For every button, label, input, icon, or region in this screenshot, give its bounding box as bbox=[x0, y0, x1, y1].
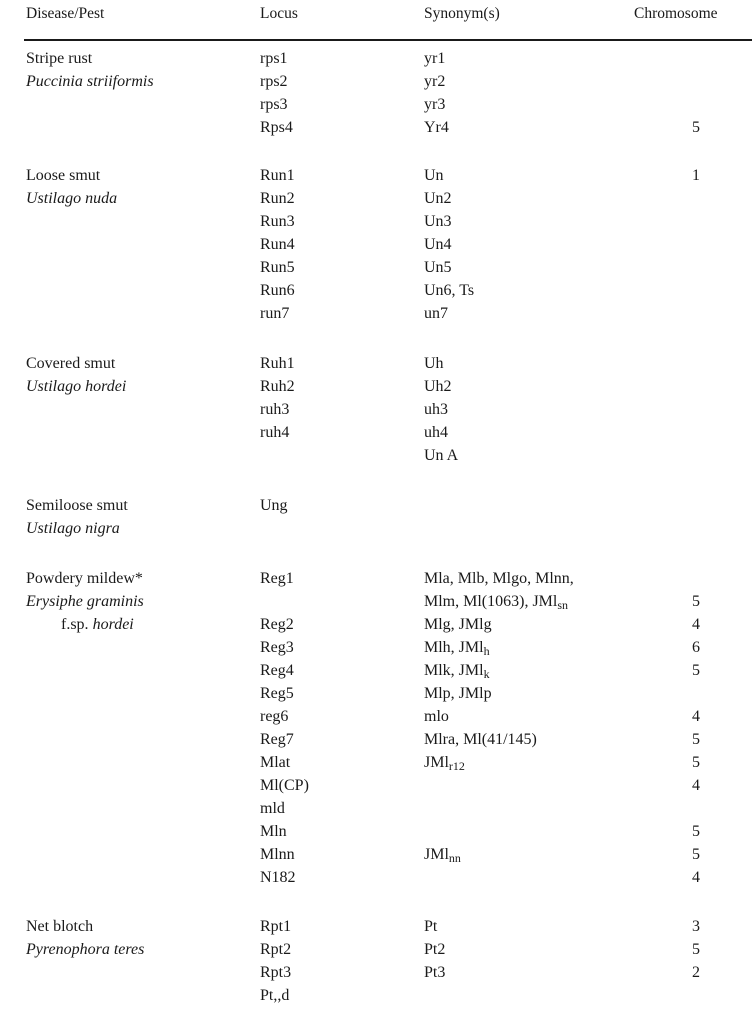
locus-cell: Run1 bbox=[260, 167, 295, 184]
synonym-cell: Un6, Ts bbox=[424, 282, 475, 299]
locus-cell: Rpt1 bbox=[260, 918, 292, 935]
disease-cell: f.sp. hordei bbox=[61, 616, 134, 633]
synonym-cell: Uh2 bbox=[424, 378, 452, 395]
locus-cell: N182 bbox=[260, 869, 296, 886]
locus-cell: rps3 bbox=[260, 96, 288, 113]
synonym-cell: Yr4 bbox=[424, 119, 449, 136]
locus-cell: Mln bbox=[260, 823, 287, 840]
synonym-cell: Un2 bbox=[424, 190, 452, 207]
chromosome-cell: 1 bbox=[692, 167, 700, 184]
chromosome-cell: 4 bbox=[692, 777, 700, 794]
disease-cell: Ustilago hordei bbox=[26, 378, 127, 395]
header-synonyms: Synonym(s) bbox=[424, 5, 500, 22]
synonym-cell: uh3 bbox=[424, 401, 448, 418]
synonym-cell: Mlm, Ml(1063), JMl$_{sn}$ bbox=[424, 593, 569, 612]
disease-cell: Covered smut bbox=[26, 355, 116, 372]
header-rule bbox=[24, 39, 752, 41]
locus-cell: mld bbox=[260, 800, 285, 817]
disease-cell: Powdery mildew* bbox=[26, 570, 143, 587]
synonym-cell: yr3 bbox=[424, 96, 446, 113]
synonym-cell: Mlp, JMlp bbox=[424, 685, 492, 702]
locus-cell: Rpt3 bbox=[260, 964, 292, 981]
chromosome-cell: 4 bbox=[692, 869, 700, 886]
synonym-cell: Un5 bbox=[424, 259, 452, 276]
synonym-cell: Un3 bbox=[424, 213, 452, 230]
header-locus: Locus bbox=[260, 5, 298, 22]
locus-cell: rps1 bbox=[260, 50, 288, 67]
locus-cell: Reg1 bbox=[260, 570, 294, 587]
locus-cell: reg6 bbox=[260, 708, 289, 725]
synonym-cell: un7 bbox=[424, 305, 448, 322]
synonym-cell: yr2 bbox=[424, 73, 446, 90]
synonym-cell: yr1 bbox=[424, 50, 446, 67]
synonym-cell: Mla, Mlb, Mlgo, Mlnn, bbox=[424, 570, 574, 587]
locus-cell: Reg3 bbox=[260, 639, 294, 656]
locus-cell: ruh4 bbox=[260, 424, 290, 441]
chromosome-cell: 5 bbox=[692, 846, 700, 863]
synonym-cell: Un4 bbox=[424, 236, 452, 253]
header-chromosome: Chromosome bbox=[634, 5, 718, 22]
synonym-cell: Mlra, Ml(41/145) bbox=[424, 731, 537, 748]
disease-cell: Net blotch bbox=[26, 918, 94, 935]
chromosome-cell: 5 bbox=[692, 119, 700, 136]
locus-cell: Run4 bbox=[260, 236, 295, 253]
synonym-cell: Uh bbox=[424, 355, 444, 372]
header-disease-pest: Disease/Pest bbox=[26, 5, 105, 22]
locus-cell: rps2 bbox=[260, 73, 288, 90]
locus-cell: Ung bbox=[260, 497, 288, 514]
locus-cell: Reg4 bbox=[260, 662, 294, 679]
locus-cell: ruh3 bbox=[260, 401, 290, 418]
synonym-cell: Un bbox=[424, 167, 444, 184]
locus-cell: Reg5 bbox=[260, 685, 294, 702]
synonym-cell: uh4 bbox=[424, 424, 448, 441]
locus-cell: Ml(CP) bbox=[260, 777, 309, 794]
disease-cell: Ustilago nuda bbox=[26, 190, 118, 207]
locus-cell: Ruh2 bbox=[260, 378, 295, 395]
chromosome-cell: 5 bbox=[692, 754, 700, 771]
synonym-cell: JMl$_{nn}$ bbox=[424, 846, 461, 865]
chromosome-cell: 3 bbox=[692, 918, 700, 935]
locus-cell: Rps4 bbox=[260, 119, 293, 136]
chromosome-cell: 4 bbox=[692, 616, 700, 633]
synonym-cell: Pt2 bbox=[424, 941, 446, 958]
disease-cell: Erysiphe graminis bbox=[26, 593, 144, 610]
synonym-cell: Mlk, JMl$_k$ bbox=[424, 662, 490, 681]
chromosome-cell: 6 bbox=[692, 639, 700, 656]
locus-cell: Pt,,d bbox=[260, 987, 290, 1004]
synonym-cell: Mlg, JMlg bbox=[424, 616, 492, 633]
locus-cell: run7 bbox=[260, 305, 290, 322]
locus-cell: Mlat bbox=[260, 754, 291, 771]
disease-cell: Ustilago nigra bbox=[26, 520, 120, 537]
disease-cell: Semiloose smut bbox=[26, 497, 128, 514]
synonym-cell: Mlh, JMl$_h$ bbox=[424, 639, 490, 658]
locus-cell: Ruh1 bbox=[260, 355, 295, 372]
locus-cell: Reg7 bbox=[260, 731, 294, 748]
chromosome-cell: 5 bbox=[692, 941, 700, 958]
locus-cell: Mlnn bbox=[260, 846, 295, 863]
chromosome-cell: 5 bbox=[692, 662, 700, 679]
synonym-cell: Pt3 bbox=[424, 964, 446, 981]
locus-cell: Run3 bbox=[260, 213, 295, 230]
locus-cell: Rpt2 bbox=[260, 941, 292, 958]
locus-cell: Reg2 bbox=[260, 616, 294, 633]
disease-cell: Stripe rust bbox=[26, 50, 93, 67]
disease-cell: Pyrenophora teres bbox=[26, 941, 145, 958]
disease-cell: Loose smut bbox=[26, 167, 101, 184]
locus-cell: Run5 bbox=[260, 259, 295, 276]
chromosome-cell: 5 bbox=[692, 731, 700, 748]
chromosome-cell: 4 bbox=[692, 708, 700, 725]
chromosome-cell: 5 bbox=[692, 823, 700, 840]
locus-cell: Run6 bbox=[260, 282, 295, 299]
synonym-cell: Pt bbox=[424, 918, 438, 935]
locus-cell: Run2 bbox=[260, 190, 295, 207]
disease-cell: Puccinia striiformis bbox=[26, 73, 154, 90]
synonym-cell: Un A bbox=[424, 447, 459, 464]
chromosome-cell: 5 bbox=[692, 593, 700, 610]
chromosome-cell: 2 bbox=[692, 964, 700, 981]
synonym-cell: JMl$_{r12}$ bbox=[424, 754, 465, 773]
synonym-cell: mlo bbox=[424, 708, 449, 725]
